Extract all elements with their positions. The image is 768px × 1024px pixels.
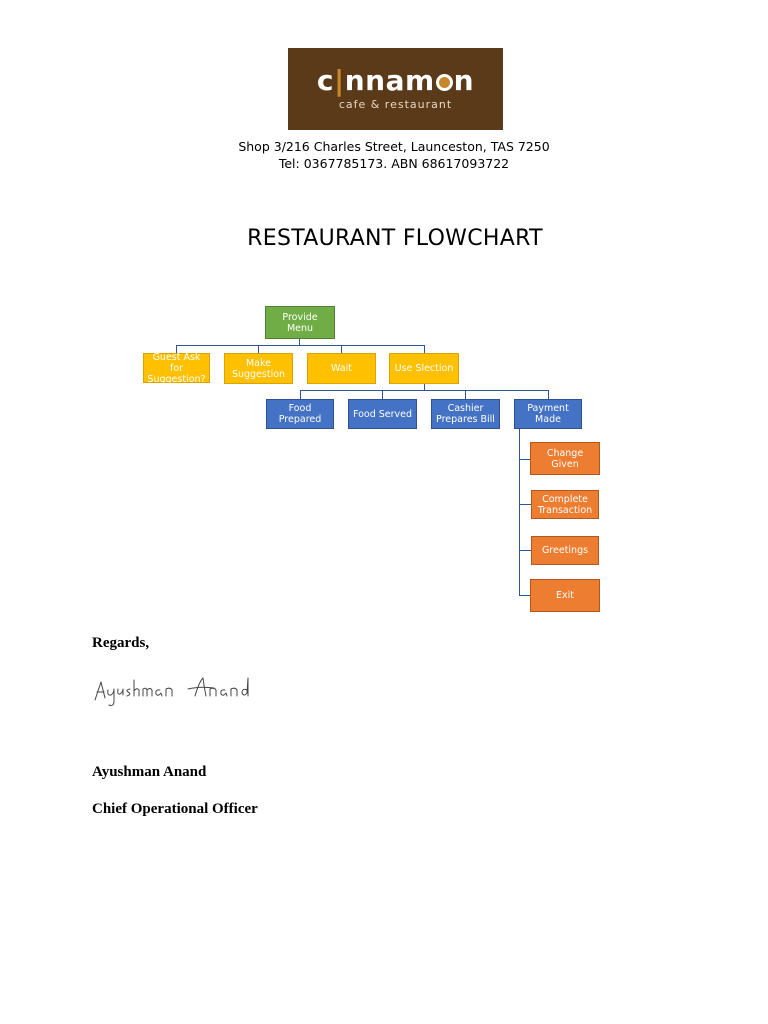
address-line: Shop 3/216 Charles Street, Launceston, TAS 7250 xyxy=(238,139,550,154)
connector-line xyxy=(258,345,259,353)
connector-line xyxy=(176,345,425,346)
regards-text: Regards, xyxy=(92,635,150,651)
flow-node-change-given: Change Given xyxy=(530,442,600,475)
flow-node-wait: Wait xyxy=(307,353,376,384)
connector-line xyxy=(519,429,520,596)
flow-node-payment-made: Payment Made xyxy=(514,399,582,429)
flow-node-provide-menu: Provide Menu xyxy=(265,306,335,339)
connector-line xyxy=(519,504,531,505)
document-title: RESTAURANT FLOWCHART xyxy=(247,226,543,251)
flow-node-food-prepared: Food Prepared xyxy=(266,399,334,429)
logo-letters-3: n xyxy=(453,64,475,97)
flow-node-exit: Exit xyxy=(530,579,600,612)
connector-line xyxy=(548,390,549,399)
signatory-name: Ayushman Anand xyxy=(92,764,207,780)
signatory-position: Chief Operational Officer xyxy=(92,801,258,817)
connector-line xyxy=(519,550,531,551)
handwritten-signature xyxy=(92,672,252,710)
flow-node-complete-transaction: Complete Transaction xyxy=(531,490,599,519)
flow-node-greetings: Greetings xyxy=(531,536,599,565)
flow-node-use-slection: Use Slection xyxy=(389,353,459,384)
logo-wordmark xyxy=(288,64,503,98)
logo-letters-2: nnam xyxy=(344,64,435,97)
phone-abn-line: Tel: 0367785173. ABN 68617093722 xyxy=(278,156,510,171)
connector-line xyxy=(300,390,301,399)
connector-line xyxy=(341,345,342,353)
restaurant-logo xyxy=(288,48,503,130)
connector-line xyxy=(424,345,425,353)
connector-line xyxy=(382,390,383,399)
logo-subtitle: cafe & restaurant xyxy=(338,98,453,111)
flow-node-guest-ask-for-suggestion: Guest Ask for Suggestion? xyxy=(143,353,210,383)
flow-node-make-suggestion: Make Suggestion xyxy=(224,353,293,384)
connector-line xyxy=(465,390,466,399)
logo-coffee-cup-icon xyxy=(436,74,453,91)
flow-node-cashier-prepares-bill: Cashier Prepares Bill xyxy=(431,399,500,429)
connector-line xyxy=(300,390,548,391)
logo-cinnamon-stick-icon: | xyxy=(334,64,345,97)
flow-node-food-served: Food Served xyxy=(348,399,417,429)
logo-letters-1: c xyxy=(316,64,334,97)
